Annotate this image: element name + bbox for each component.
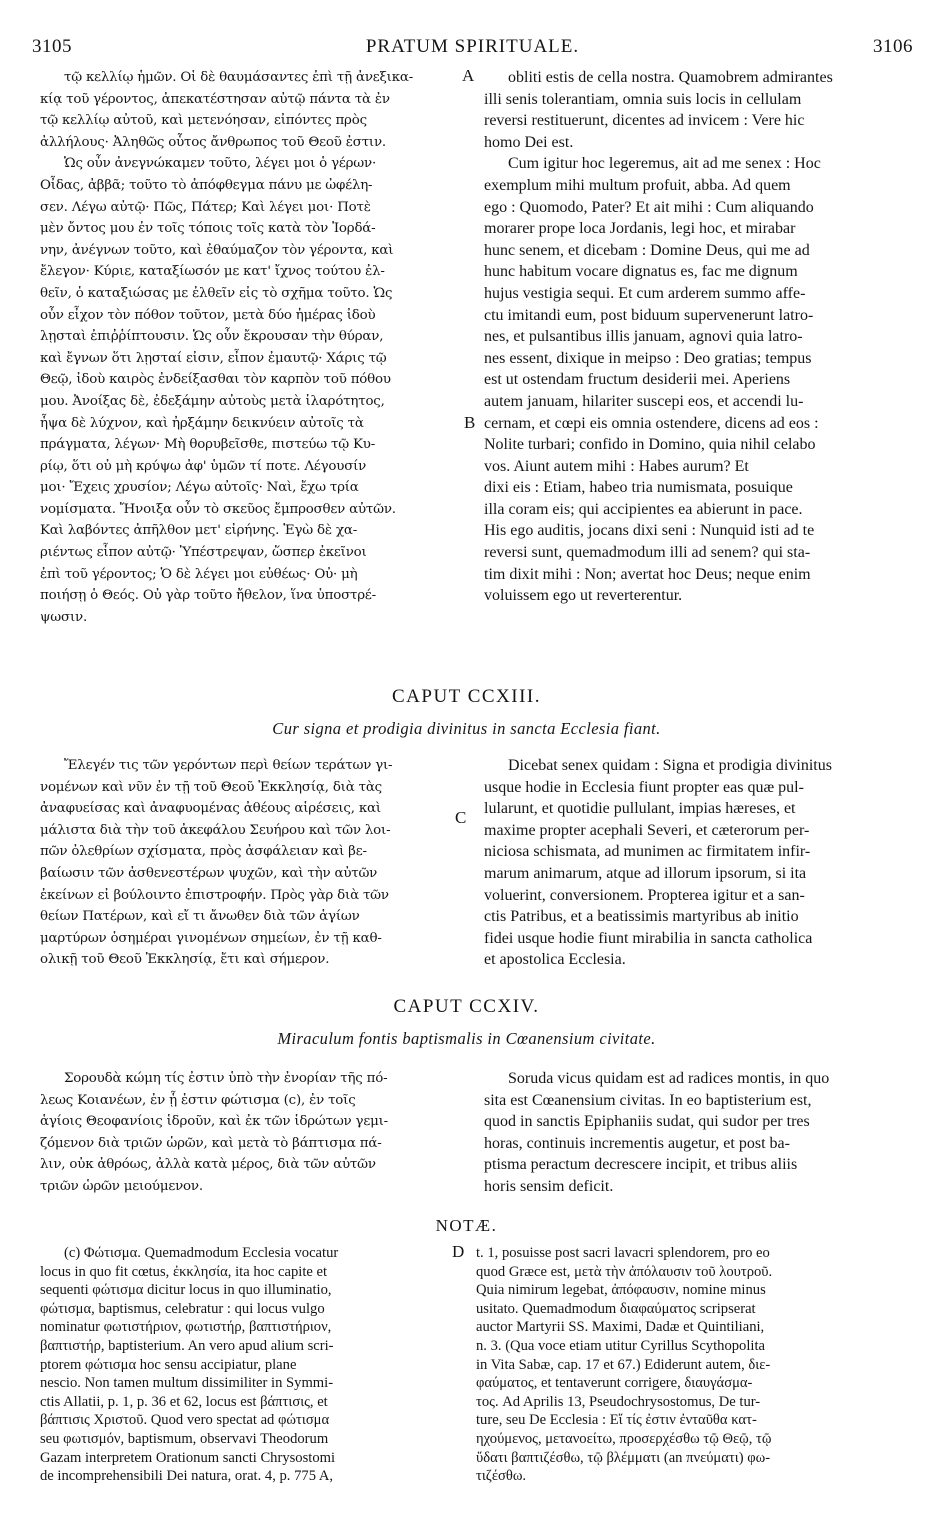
text-line: τος. Ad Aprilis 13, Pseudochrysostomus, De tur-: [476, 1393, 761, 1410]
text-line: ζόμενον διὰ τριῶν ὡρῶν, καὶ μετὰ τὸ βάπτισμα πά-: [40, 1135, 382, 1151]
text-line: vos. Aiunt autem mihi : Habes aurum? Et: [484, 457, 749, 475]
margin-letter-c: C: [455, 808, 467, 827]
text-line: νομένων καὶ νῦν ἐν τῇ τοῦ Θεοῦ Ἐκκλησίᾳ, διὰ τὰς: [40, 779, 382, 795]
latin-paragraph: [484, 1068, 896, 1198]
text-line: μὲν ὄντος μου ἐν τοῖς τόποις τοῖς κατὰ τὸν Ἰορδά-: [40, 221, 376, 237]
page-number-right: 3106: [873, 36, 913, 57]
text-line: nes essent, dixique in meipso : Deo gratias; tempus: [484, 349, 812, 367]
greek-paragraph: [40, 755, 456, 971]
notes-paragraph: [476, 1244, 894, 1486]
text-line: lularunt, et quotidie pullulant, impias hæreses, et: [484, 800, 796, 818]
text-line: λιν, οὐκ ἀθρόως, ἀλλὰ κατὰ μέρος, διὰ τῶν αὐτῶν: [40, 1157, 376, 1173]
text-line: τιζέσθω.: [476, 1468, 527, 1485]
text-line: maxime propter acephali Severi, et cæterorum per-: [484, 821, 810, 839]
text-line: φώτισμα, baptismus, celebratur : qui locus vulgo: [40, 1300, 325, 1317]
text-line: μάλιστα διὰ τὴν τοῦ ἀκεφάλου Σευήρου καὶ τῶν λοι-: [40, 822, 391, 838]
greek-paragraph: [40, 67, 456, 628]
caput-subtitle-213: Cur signa et prodigia divinitus in sancta Ecclesia fiant.: [272, 719, 661, 738]
text-line: voluissem ego ut reverterentur.: [484, 587, 683, 605]
text-line: ποιήσῃ ὁ Θεός. Οὐ γὰρ τοῦτο ἤθελον, ἵνα ὑποστρέ-: [40, 588, 376, 604]
latin-column-section1: [484, 67, 896, 607]
text-line: μαρτύρων ὁσημέραι γινομένων σημείων, ἐν τῇ καθ-: [40, 930, 382, 946]
text-line: voluerint, conversionem. Propterea igitur et a san-: [484, 886, 805, 904]
text-line: sequenti φώτισμα dicitur locus in quo illuminatio,: [40, 1282, 332, 1299]
text-line: sita est Cœanensium civitas. In eo baptisterium est,: [484, 1091, 812, 1109]
margin-letter-d: D: [452, 1242, 465, 1261]
text-line: horas, continuis incrementis augetur, et post ba-: [484, 1134, 790, 1152]
text-line: ἁγίοις Θεοφανίοις ἱδροῦν, καὶ ἐκ τῶν ἱδρώτων γεμι-: [40, 1114, 388, 1130]
text-line: homo Dei est.: [484, 133, 574, 151]
text-line: βάπτισις Χριστοῦ. Quod vero spectat ad φώτισμα: [40, 1412, 330, 1429]
text-line: βαπτιστήρ, baptisterium. An vero apud alium scri-: [40, 1337, 334, 1354]
text-line: ctis Allatii, p. 1, p. 36 et 62, locus est βάπτισις, et: [40, 1393, 328, 1410]
text-line: σεν. Λέγω αὐτῷ· Πῶς, Πάτερ; Καὶ λέγει μοι· Ποτὲ: [40, 199, 371, 215]
margin-letter-b: B: [464, 413, 476, 432]
text-line: et apostolica Ecclesia.: [484, 951, 626, 969]
text-line: tim dixit mihi : Non; avertat hoc Deus; neque enim: [484, 565, 811, 583]
text-line: ἧψα δὲ λύχνον, καὶ ἠρξάμην δεικνύειν αὐτοῖς τὰ: [40, 415, 364, 431]
text-line: βαίωσιν τῶν ἀσθενεστέρων ψυχῶν, καὶ τὴν αὐτῶν: [40, 865, 378, 881]
text-line: illa coram eis; qui accipientes ea abierunt in pace.: [484, 500, 803, 518]
text-line: Soruda vicus quidam est ad radices montis, in quo: [508, 1070, 830, 1087]
text-line: λῃσταὶ ἐπιῤῥίπτουσιν. Ὡς οὖν ἔκρουσαν τὴν θύραν,: [40, 329, 384, 345]
notes-heading: NOTÆ.: [435, 1216, 498, 1235]
text-line: μου. Ἀνοίξας δὲ, ἐδεξάμην αὐτοὺς μετὰ ἱλαρότητος,: [40, 393, 385, 409]
text-line: μοι· Ἔχεις χρυσίον; Λέγω αὐτοῖς· Ναὶ, ἔχω τρία: [40, 480, 359, 496]
text-line: fidei usque hodie fiunt mirabilia in sancta catholica: [484, 929, 813, 947]
greek-paragraph: [40, 1068, 456, 1198]
text-line: Dicebat senex quidam : Signa et prodigia divinitus: [508, 757, 832, 774]
text-line: Cum igitur hoc legeremus, ait ad me senex : Hoc: [508, 155, 821, 173]
text-line: ὕδατι βαπτιζέσθω, τῷ βλέμματι (an πνεύματι) φω-: [476, 1449, 771, 1466]
latin-column-caput214: [484, 1068, 896, 1198]
text-line: τῷ κελλίῳ αὐτοῦ, καὶ μετενόησαν, εἰπόντες πρὸς: [40, 113, 367, 129]
text-line: Οἶδας, ἀββᾶ; τοῦτο τὸ ἀπόφθεγμα πάνυ με ὠφέλη-: [40, 177, 373, 193]
text-line: Θεῷ, ἰδοὺ καιρὸς ἐνδείξασθαι τὸν καρπὸν τοῦ πόθου: [40, 372, 391, 388]
text-line: auctor Martyrii SS. Maximi, Dadæ et Quintiliani,: [476, 1319, 765, 1336]
text-line: ptisma peractum decrescere incipit, et tribus aliis: [484, 1156, 798, 1174]
text-line: ctu imitandi eum, post biduum supervenerunt latro-: [484, 306, 814, 324]
text-line: Ἔλεγέν τις τῶν γερόντων περὶ θείων τεράτων γι-: [64, 758, 393, 773]
text-line: obliti estis de cella nostra. Quamobrem admirantes: [508, 69, 833, 86]
running-title: PRATUM SPIRITUALE.: [365, 36, 580, 57]
text-line: marum animarum, atque ad illorum ipsorum, si ita: [484, 864, 807, 882]
text-line: πράγματα, λέγων· Μὴ θορυβεῖσθε, πιστεύω τῷ Κυ-: [40, 437, 376, 453]
text-line: ἐκείνων εἰ βούλοιντο ἐπιστροφήν. Πρὸς γὰρ διὰ τῶν: [40, 887, 389, 903]
text-line: de incomprehensibili Dei natura, orat. 4, p. 775 A,: [40, 1468, 334, 1485]
caput-heading-214: CAPUT CCXIV.: [393, 996, 540, 1017]
text-line: ἀναφυείσας καὶ ἀναφυομένας ἀθέους αἱρέσεις, καὶ: [40, 801, 381, 817]
text-line: νομίσματα. Ἤνοιξα οὖν τὸ σκεῦος ἔμπροσθεν αὐτῶν.: [40, 501, 396, 517]
text-line: θείων Πατέρων, καὶ εἴ τι ἄνωθεν διὰ τῶν ἁγίων: [40, 909, 360, 925]
text-line: reversi restituerunt, dicentes ad invicem : Vere hic: [484, 112, 805, 130]
text-line: seu φωτισμόν, baptismum, observavi Theodorum: [40, 1430, 329, 1447]
text-line: Gazam interpretem Orationum sancti Chrysostomi: [40, 1449, 336, 1466]
greek-column-caput214: [40, 1068, 456, 1198]
text-line: n. 3. (Qua voce etiam utitur Cyrillus Scythopolita: [476, 1337, 765, 1354]
text-line: ctis Patribus, et a beatissimis martyribus ab initio: [484, 908, 799, 926]
text-line: hunc habitum vocare dignatus es, fac me dignum: [484, 263, 798, 281]
text-line: τῷ κελλίῳ ἡμῶν. Οἱ δὲ θαυμάσαντες ἐπὶ τῇ ἀνεξικα-: [64, 70, 414, 85]
text-line: Ὡς οὖν ἀνεγνώκαμεν τοῦτο, λέγει μοι ὁ γέρων·: [64, 156, 377, 172]
notes-paragraph: [40, 1244, 448, 1486]
text-line: φαύματος, et tentaverunt corrigere, διαυγάσμα-: [476, 1375, 753, 1392]
text-line: Σορουδὰ κώμη τίς ἐστιν ὑπὸ τὴν ἐνορίαν τῆς πό-: [64, 1071, 388, 1086]
latin-paragraph: [484, 755, 896, 971]
text-line: ἐπὶ τοῦ γέροντος; Ὁ δὲ λέγει μοι εὐθέως· Οὐ· μὴ: [40, 566, 358, 582]
text-line: ptorem φώτισμα hoc sensu accipiatur, plane: [40, 1356, 297, 1373]
text-line: λεως Κοιανέων, ἐν ᾗ ἐστιν φώτισμα (c), ἐν τοῖς: [40, 1092, 356, 1108]
text-line: ἔλεγον· Κύριε, καταξίωσόν με κατ' ἴχνος τούτου ἐλ-: [40, 264, 385, 280]
text-line: hujus vestigia sequi. Et cum arderem summo affe-: [484, 284, 806, 302]
text-line: horis sensim deficit.: [484, 1177, 614, 1195]
text-line: nescio. Non tamen multum dissimiliter in Symmi-: [40, 1375, 334, 1392]
text-line: morarer prope loca Jordanis, legi hoc, et mirabar: [484, 220, 796, 238]
text-line: nes, et pulsantibus illis januam, agnovi quia latro-: [484, 328, 803, 346]
text-line: τριῶν ὡρῶν μειούμενον.: [40, 1178, 203, 1194]
caput-subtitle-214: Miraculum fontis baptismalis in Cœanensium civitate.: [277, 1029, 656, 1048]
text-line: cernam, et cœpi eis omnia ostendere, dicens ad eos :: [484, 414, 819, 432]
text-line: ηχούμενος, μετανοείτω, προσερχέσθω τῷ Θεῷ, τῷ: [476, 1430, 772, 1447]
text-line: t. 1, posuisse post sacri lavacri splendorem, pro eo: [476, 1245, 770, 1261]
text-line: usitato. Quemadmodum διαφαύματος scripserat: [476, 1300, 756, 1317]
text-line: usque hodie in Ecclesia fiunt propter eas quæ pul-: [484, 778, 804, 796]
text-line: exemplum mihi multum profuit, abba. Ad quem: [484, 176, 791, 194]
page-header: [32, 36, 913, 60]
text-line: hunc senem, et dicebam : Domine Deus, qui me ad: [484, 241, 810, 259]
text-line: His ego auditis, jocans dixi seni : Nunquid isti ad te: [484, 522, 815, 540]
text-line: ego : Quomodo, Pater? Et ait mihi : Cum aliquando: [484, 198, 814, 216]
notes-column-left: [40, 1244, 448, 1486]
text-line: dixi eis : Etiam, habeo tria numismata, posuique: [484, 479, 793, 497]
text-line: πῶν ὀλεθρίων σχίσματα, πρὸς ἀσφάλειαν καὶ βε-: [40, 844, 367, 860]
text-line: νην, ἀνέγνων τοῦτο, καὶ ἐθαύμαζον τὸν γέροντα, καὶ: [40, 242, 394, 258]
notes-column-right: [476, 1244, 894, 1486]
text-line: quod in sanctis Epiphaniis sudat, qui sudor per tres: [484, 1113, 810, 1131]
text-line: οὖν εἶχον τὸν πόθον τοῦτον, μετὰ δύο ἡμέρας ἰδοὺ: [40, 307, 376, 323]
text-line: ολικῇ τοῦ Θεοῦ Ἐκκλησίᾳ, ἔτι καὶ σήμερον.: [40, 952, 330, 968]
text-line: locus in quo fit cœtus, ἐκκλησία, ita hoc capite et: [40, 1263, 328, 1280]
margin-letter-a: A: [462, 66, 475, 85]
text-line: Nolite turbari; confido in Domino, quia nihil celabo: [484, 436, 816, 454]
text-line: autem januam, hilariter suscepi eos, et accendi lu-: [484, 392, 804, 410]
greek-column-section1: [40, 67, 456, 628]
text-line: ἀλλήλους· Ἀληθῶς οὗτος ἄνθρωπος τοῦ Θεοῦ ἐστιν.: [40, 134, 386, 150]
text-line: in Vita Sabæ, cap. 17 et 67.) Ediderunt autem, διε-: [476, 1356, 771, 1373]
text-line: est ut ostendam fructum desiderii mei. Aperiens: [484, 371, 791, 389]
text-line: (c) Φώτισμα. Quemadmodum Ecclesia vocatur: [64, 1245, 339, 1261]
text-line: καὶ ἔγνων ὅτι λῃσταί εἰσιν, εἶπον ἐμαυτῷ· Χάρις τῷ: [40, 350, 387, 366]
text-line: Καὶ λαβόντες ἀπῆλθον μετ' εἰρήνης. Ἐγὼ δὲ χα-: [40, 523, 358, 539]
greek-column-caput213: [40, 755, 456, 971]
text-line: illi senis tolerantiam, omnia suis locis in cellulam: [484, 90, 802, 108]
text-line: quod Græce est, μετὰ τὴν ἀπόλαυσιν τοῦ λουτροῦ.: [476, 1263, 773, 1280]
text-line: nominatur φωτιστήριον, φωτιστήρ, βαπτιστήριον,: [40, 1319, 332, 1336]
text-line: Quia nimirum legebat, ἀπόφαυσιν, nomine minus: [476, 1282, 766, 1299]
text-line: κίᾳ τοῦ γέροντος, ἀπεκατέστησαν αὐτῷ πάντα τὰ ἐν: [40, 91, 390, 107]
page-number-left: 3105: [32, 36, 72, 57]
text-line: reversi sunt, quemadmodum illi ad senem? qui sta-: [484, 544, 811, 562]
caput-heading-213: CAPUT CCXIII.: [392, 686, 541, 707]
text-line: ture, seu De Ecclesia : Εἴ τίς ἐστιν ἐνταῦθα κατ-: [476, 1412, 757, 1429]
latin-paragraph: [484, 67, 896, 607]
text-line: ψωσιν.: [40, 609, 88, 625]
text-line: ρίῳ, ὅτι οὐ μὴ κρύψω ἀφ' ὑμῶν τί ποτε. Λέγουσίν: [40, 458, 367, 474]
text-line: θεῖν, ὁ καταξιώσας με ἐλθεῖν εἰς τὸ σχῆμα τοῦτο. Ὡς: [40, 285, 393, 301]
text-line: ριέντως εἶπον αὐτῷ· Ὑπέστρεψαν, ὥσπερ ἐκεῖνοι: [40, 545, 367, 561]
text-line: niciosa schismata, ad munimen ac firmitatem infir-: [484, 843, 811, 861]
latin-column-caput213: [484, 755, 896, 971]
